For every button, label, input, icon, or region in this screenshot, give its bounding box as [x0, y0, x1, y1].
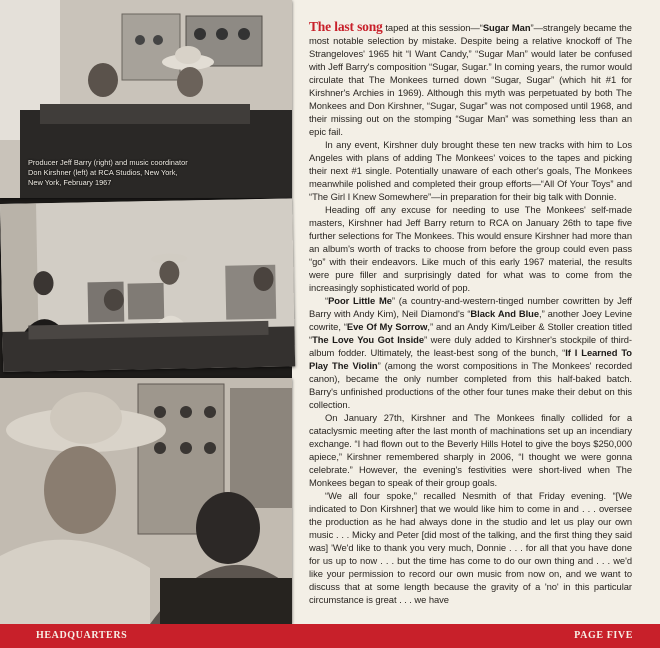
- article-paragraph: [309, 138, 632, 203]
- article-paragraph: [309, 489, 632, 606]
- text-run: “: [325, 295, 329, 306]
- article-paragraph: [309, 20, 632, 138]
- song-title: Sugar Man: [482, 22, 531, 33]
- article-body: [309, 20, 632, 606]
- text-run: In any event, Kirshner duly brought these ten new tracks with him to Los Angeles with plans of adding The Monkees' voices to the tapes and picking their next #1 single. Potentially unaware of each other's goals, The Monkees meanwhile polished and completed their group efforts—“All Of Your Toys” and “The Girl I Knew Somewhere”—in preparation for their big talk with Donnie.: [309, 139, 632, 202]
- text-run: On January 27th, Kirshner and The Monkees finally collided for a cataclysmic meeting after the last month of machinations set up an incendiary exchange. “I had flown out to the Beverly Hills Hotel to give the boys $250,000 apiece,” Kirshner remembered sharply in 2006, “I thought we were gonna celebrate.” However, the evening's festivities were short-lived when The Monkees began to speak of their group goals.: [309, 412, 632, 488]
- caption-line: Producer Jeff Barry (right) and music coordinator: [28, 158, 188, 167]
- footer-album-title: HEADQUARTERS: [36, 630, 128, 641]
- text-run: ” (a country-and-western-tinged number cowritten by Jeff Barry with Andy Kim), Neil Diamond's “: [309, 295, 632, 319]
- page-footer: [0, 624, 660, 648]
- photo-caption: [28, 158, 268, 188]
- caption-line: Don Kirshner (left) at RCA Studios, New York,: [28, 168, 178, 177]
- text-run: ,” and an Andy Kim/Leiber & Stoller creation titled “: [309, 321, 632, 345]
- song-title: The Love You Got Inside: [312, 334, 425, 345]
- studio-photo-3: [0, 378, 292, 624]
- studio-photo-2: [0, 198, 295, 372]
- song-title: Poor Little Me: [328, 295, 392, 306]
- paragraph-runs: [309, 22, 632, 137]
- article-paragraph: [309, 411, 632, 489]
- song-title: If I Learned To Play The Violin: [309, 347, 632, 371]
- studio-photo-2-art: [0, 198, 295, 372]
- text-run: ,” another Joey Levine cowrite, “: [309, 308, 632, 332]
- footer-page-number: PAGE FIVE: [574, 630, 633, 641]
- studio-photo-3-art: [0, 378, 292, 624]
- article-paragraph: [309, 203, 632, 294]
- photo-column: [0, 0, 292, 624]
- song-title: Eve Of My Sorrow: [346, 321, 428, 332]
- studio-photo-1: [0, 0, 292, 198]
- song-title: Black And Blue: [470, 308, 540, 319]
- article-paragraph: [309, 294, 632, 411]
- text-run: taped at this session—“: [382, 22, 483, 33]
- text-run: ” were duly added to Kirshner's stockpile of third-album fodder. Ultimately, the least-best song of the bunch, “: [309, 334, 633, 358]
- lead-in-heading: The last song: [309, 19, 383, 34]
- caption-line: New York, February 1967: [28, 178, 112, 187]
- text-run: ” (among the worst compositions in The Monkees' recorded canon), became the only number completed from this half-baked batch. Barry's unfinished productions of the other four tunes make their debut on this collection.: [309, 360, 633, 410]
- text-run: Heading off any excuse for needing to use The Monkees' self-made masters, Kirshner had Jeff Barry return to RCA on January 26th to tape five further selections for The Monkees. This would ensure Kirshner had more than an album's worth of tracks to choose from before the group could even pass “go” with their endeavors. Like much of this early 1967 material, the results were pure filler and surprisingly dated for what was to come from the increasingly sophisticated world of pop.: [309, 204, 632, 293]
- text-run: ”—strangely became the most notable selection by mistake. Despite being a relative knockoff of The Strangeloves' 1965 hit “I Want Candy,” “Sugar Man” would later be confused with Jeff Barry's composition “Sugar, Sugar.” In coming years, the rumor would circulate that The Monkees turned down “Sugar, Sugar” (which hit #1 for Kirshner's Archies in 1969). Although this myth was perpetuated by both The Monkees and Don Kirshner, “Sugar, Sugar” was not composed until 1968, and their missing out on the stomping “Sugar Man” was something less than an epic fail.: [309, 22, 632, 137]
- text-run: “We all four spoke,” recalled Nesmith of that Friday evening. “[We indicated to Don Kirshner] that we would like him to come in and . . . oversee the production as he had always done in the studio and let us play our own music . . . Micky and Peter [did most of the talking, and the first thing they said was] 'We'd like to thank you very much, Donnie . . . for all that you have done for us up to now . . . but the time has come to do our own thing and . . . we'd like your permission to record our own music from now on, and we want to discuss that at some length because the gravity of a 'no' in this particular circumstance is great . . . we have: [309, 490, 632, 605]
